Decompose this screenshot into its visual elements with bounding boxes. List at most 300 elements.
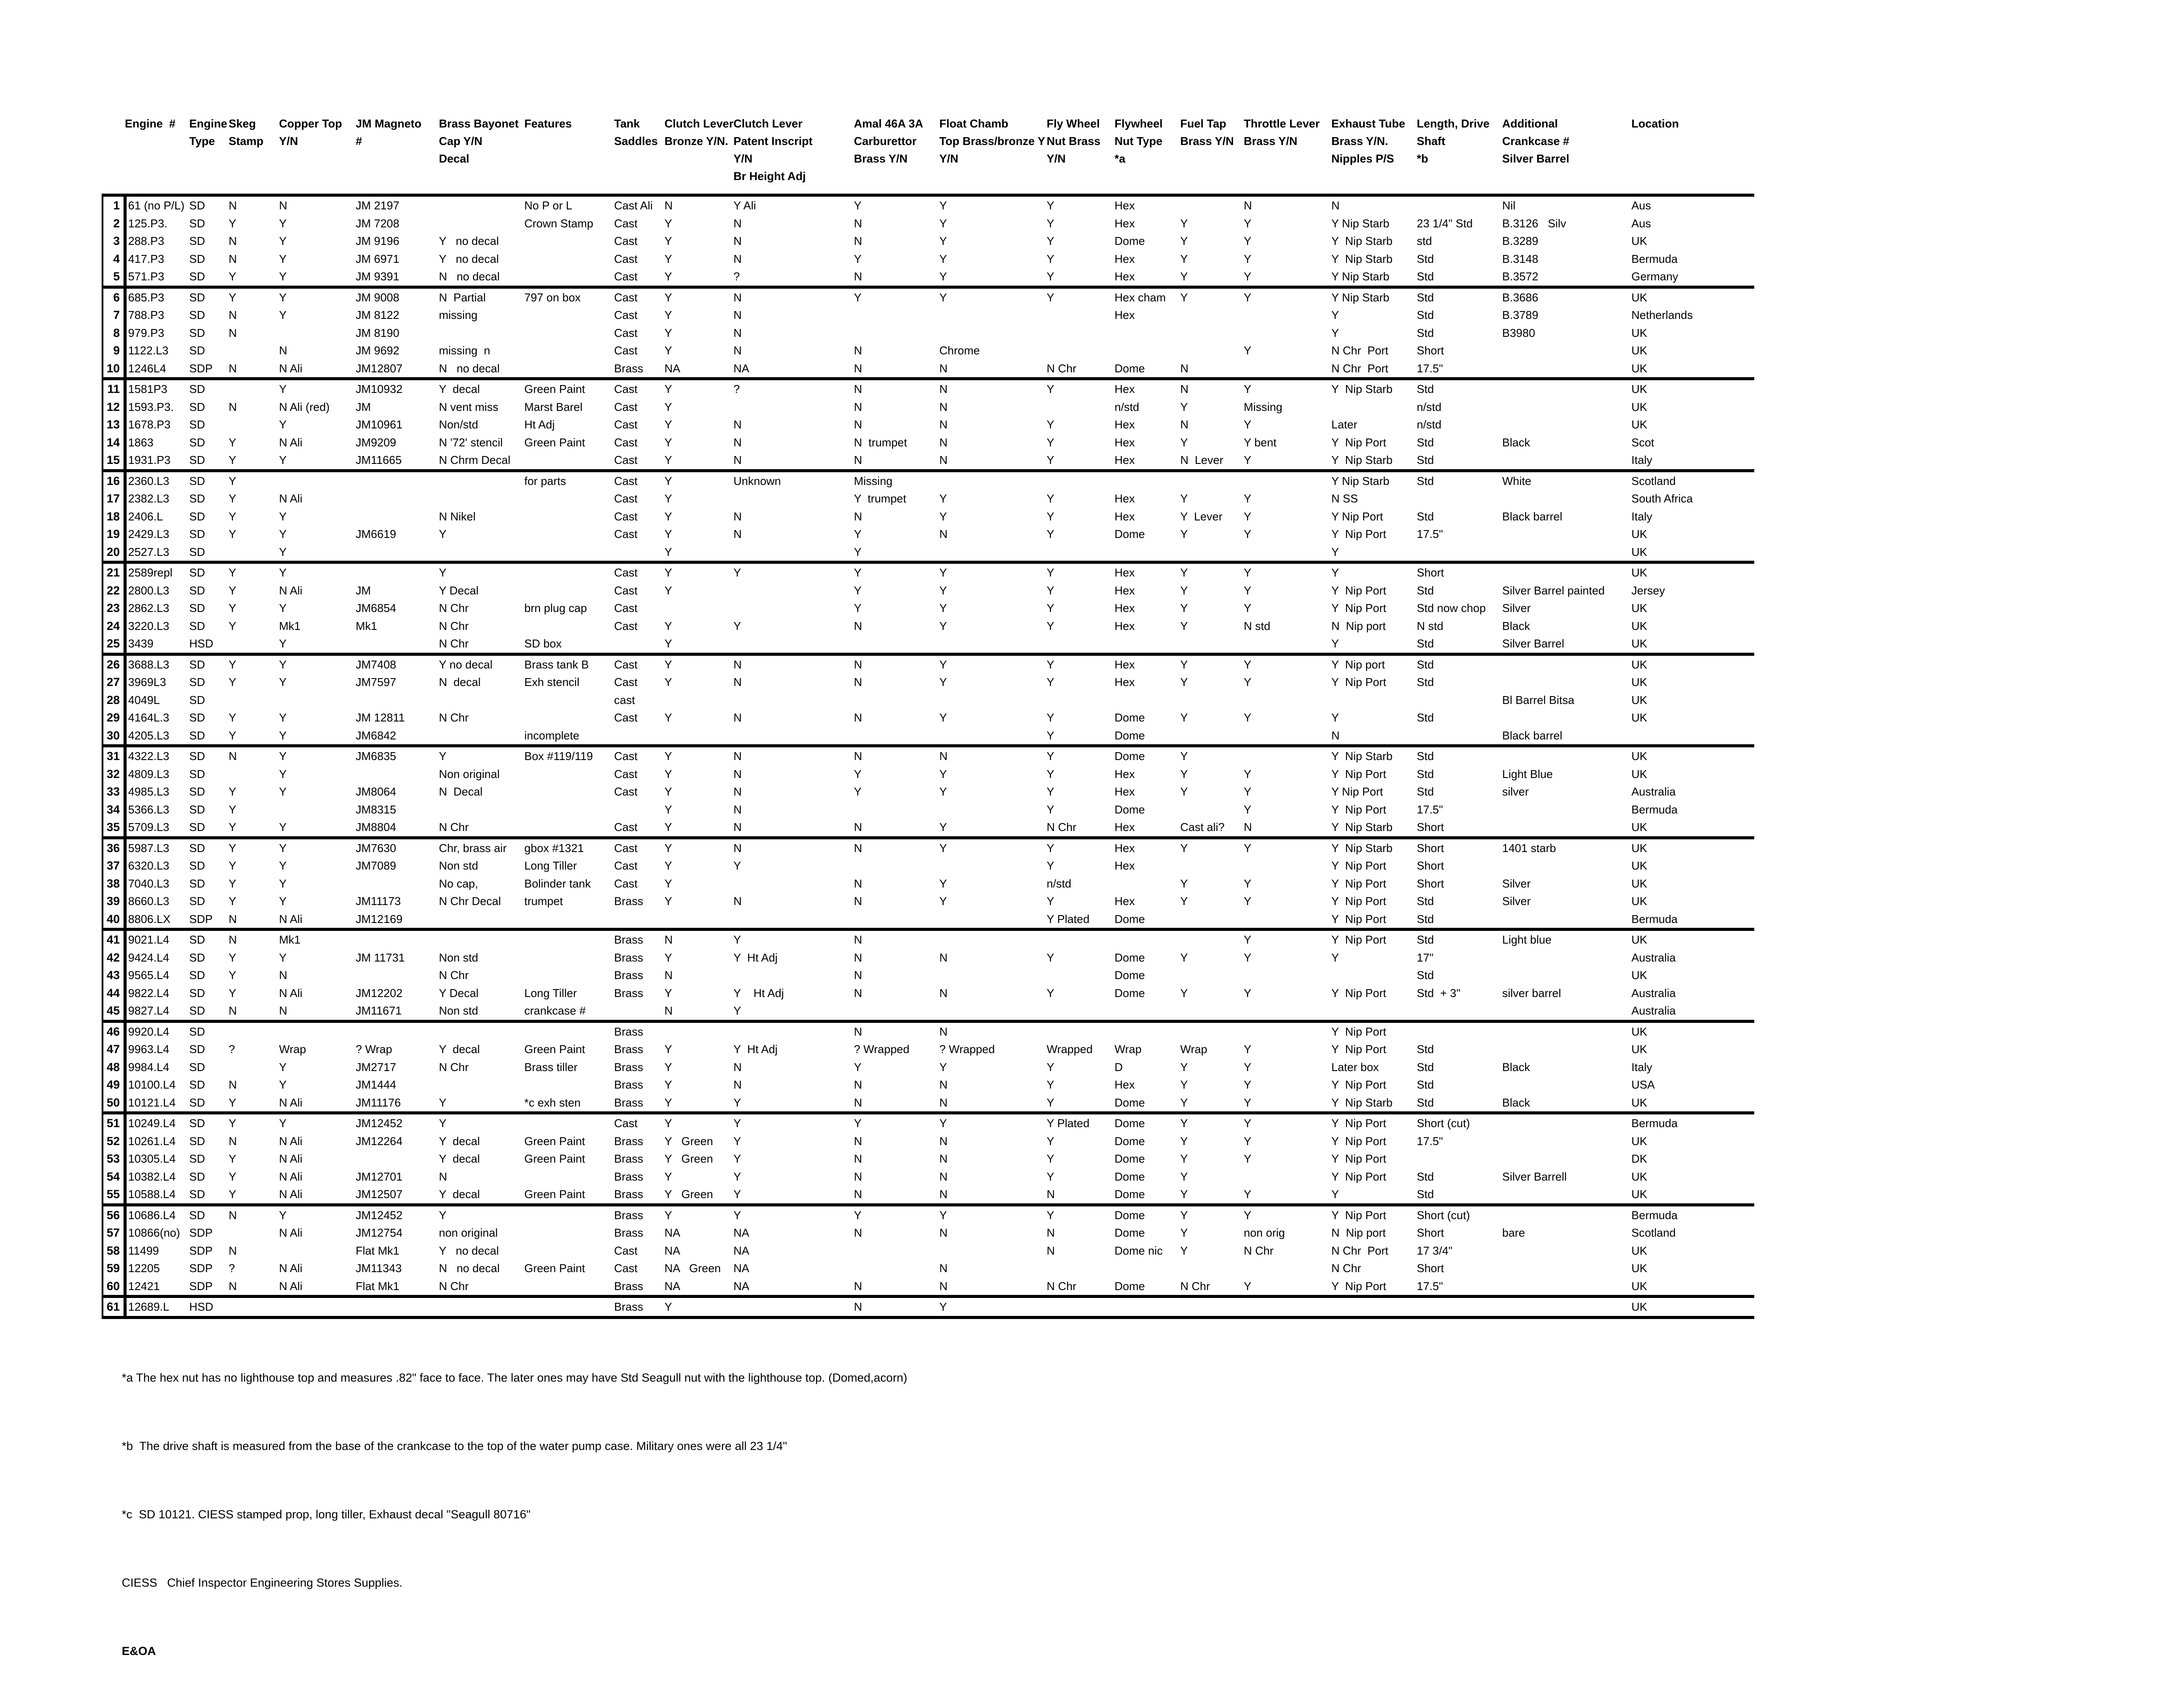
header-line: Float Chamb [939,117,1008,130]
cell-brass-bayonet-cap: Chr, brass air [439,841,507,855]
cell-features: No P or L [524,199,572,212]
cell-copper-top: Y [279,1117,287,1130]
cell-exhaust-tube: Y Nip Port [1331,601,1386,615]
cell-drive-shaft-length: Short [1417,1262,1444,1275]
cell-flywheel-nut-type: Hex [1114,509,1135,523]
cell-features: Brass tank B [524,658,589,671]
cell-amal-carburettor: N [854,344,862,357]
cell-clutch-lever-bronze: NA [664,1277,734,1297]
cell-engine-number: 5987.L3 [125,838,189,857]
cell-features: Green Paint [524,1262,585,1275]
cell-flywheel-nut-type: Dome [1114,527,1145,541]
header-line: Bronze Y/N. [664,134,728,148]
cell-float-chamb-top: Y [939,601,947,615]
cell-jm-magneto: JM7630 [356,841,396,855]
cell-copper-top: Mk1 [279,619,301,633]
cell-drive-shaft-length: Short [1417,1226,1444,1239]
cell-engine-number: 11499 [125,1242,189,1260]
cell-additional-crankcase: B.3126 Silv [1502,216,1566,230]
cell-fuel-tap: Y [1180,986,1188,1000]
cell-throttle-lever: N Chr [1244,1244,1274,1257]
cell-engine-type: SD [189,1152,205,1165]
cell-engine-type: SD [189,435,205,449]
cell-flywheel-nut-type [1115,635,1180,654]
cell-flywheel-nut-type: Hex [1114,619,1135,633]
cell-tank-saddles: Brass [614,933,643,946]
cell-engine-number: 1931.P3 [125,451,189,470]
cell-flywheel-nut-brass: Y [1046,199,1054,212]
cell-engine-type: SDP [189,360,229,379]
col-header-engine-type [189,110,229,195]
cell-additional-crankcase [1502,857,1632,875]
cell-tank-saddles: Brass [614,1134,643,1148]
engine-row-55 [102,1185,1754,1205]
cell-location: UK [1631,711,1647,724]
cell-flywheel-nut-type: Hex [1114,252,1135,265]
cell-throttle-lever: Y [1244,344,1251,357]
cell-location: UK [1632,360,1754,379]
col-header-features [524,110,614,195]
row-number: 29 [102,709,125,727]
cell-drive-shaft-length: n/std [1417,418,1442,431]
cell-copper-top [279,324,356,342]
cell-exhaust-tube: Y [1331,711,1339,724]
cell-drive-shaft-length [1417,195,1502,215]
cell-engine-number: 2382.L3 [125,490,189,508]
cell-clutch-lever-bronze: Y [664,841,672,855]
cell-tank-saddles [614,727,664,746]
engine-row-29 [102,709,1754,727]
cell-flywheel-nut-type: Hex [1114,435,1135,449]
cell-clutch-lever-bronze: Y [664,895,672,908]
cell-copper-top: N Ali [279,1152,303,1165]
cell-float-chamb-top [940,470,1047,490]
engine-row-35 [102,818,1754,838]
cell-drive-shaft-length: Short [1417,566,1444,579]
cell-features [524,306,614,324]
cell-features: Ht Adj [524,418,555,431]
row-number: 16 [102,470,125,490]
cell-location: UK [1631,767,1647,781]
col-header-engine-number [125,110,189,195]
cell-copper-top: N Ali [279,1277,356,1297]
col-header-tank-saddles [614,110,664,195]
cell-location: UK [1631,1025,1647,1038]
cell-exhaust-tube: N Chr Port [1331,344,1389,357]
cell-jm-magneto [356,543,439,562]
cell-jm-magneto: JM 7208 [356,216,399,230]
cell-flywheel-nut-brass: Y Plated [1046,1117,1090,1130]
row-number: 30 [102,727,125,746]
cell-float-chamb-top: N [939,951,948,964]
cell-location: UK [1631,400,1647,414]
cell-engine-number: 8806.LX [125,910,189,930]
cell-features: Box #119/119 [524,750,593,763]
cell-location: UK [1631,1262,1647,1275]
cell-amal-carburettor: N [854,933,862,946]
cell-flywheel-nut-brass: Y [1046,1152,1054,1165]
cell-drive-shaft-length: n/std [1417,400,1442,414]
cell-flywheel-nut-brass: Y [1046,216,1054,230]
cell-flywheel-nut-brass: Y [1047,451,1115,470]
cell-flywheel-nut-brass: Y [1046,675,1054,689]
cell-additional-crankcase [1502,1277,1632,1297]
cell-brass-bayonet-cap: N no decal [439,1262,500,1275]
cell-skeg-stamp: N [229,1277,279,1297]
cell-skeg-stamp: Y [229,492,237,505]
cell-fuel-tap [1180,1021,1244,1040]
cell-flywheel-nut-brass [1047,966,1115,984]
cell-engine-number: 6320.L3 [125,857,189,875]
header-line: Top Brass/bronze Y [939,134,1046,148]
cell-skeg-stamp: Y [229,803,237,816]
cell-throttle-lever: Y [1244,1060,1251,1074]
cell-additional-crankcase: 1401 starb [1502,841,1556,855]
cell-brass-bayonet-cap: N Chr [439,818,524,838]
cell-amal-carburettor [854,635,940,654]
cell-clutch-lever-bronze: Y Green [664,1134,713,1148]
cell-flywheel-nut-brass: Y [1046,234,1054,248]
row-number: 52 [102,1132,125,1150]
cell-location: Aus [1631,216,1651,230]
cell-engine-type: SDP [189,910,229,930]
cell-engine-number: 2589repl [125,562,189,582]
col-header-copper-top [279,110,356,195]
row-number: 41 [102,930,125,949]
cell-jm-magneto [356,470,439,490]
row-number: 4 [102,250,125,268]
cell-brass-bayonet-cap [439,1076,524,1094]
header-line: Brass Y/N. [1331,134,1389,148]
cell-exhaust-tube: Y Nip Starb [1332,451,1417,470]
cell-skeg-stamp: Y [229,841,237,855]
cell-flywheel-nut-brass [1047,342,1115,360]
cell-engine-number: 4205.L3 [125,727,189,746]
cell-fuel-tap: Y [1180,583,1188,597]
cell-jm-magneto: JM 9391 [356,268,439,287]
cell-flywheel-nut-brass: Y [1046,1134,1054,1148]
cell-tank-saddles: Cast [614,1262,638,1275]
row-number: 21 [102,562,125,582]
cell-location: Bermuda [1631,252,1678,265]
cell-engine-number: 9963.L4 [125,1040,189,1058]
engine-row-22 [102,582,1754,600]
cell-tank-saddles: Cast [614,658,638,671]
cell-drive-shaft-length: Std [1417,933,1434,946]
cell-features [524,342,614,360]
cell-amal-carburettor: N [854,451,940,470]
header-line: Amal 46A 3A [854,117,923,130]
cell-skeg-stamp: Y [229,435,237,449]
cell-clutch-lever-patent: N [733,711,742,724]
cell-drive-shaft-length: 17.5" [1417,1277,1502,1297]
cell-drive-shaft-length: 17" [1417,951,1434,964]
cell-fuel-tap: Y Lever [1180,509,1223,523]
cell-exhaust-tube: N Chr Port [1331,1244,1389,1257]
cell-fuel-tap [1180,1259,1244,1277]
cell-tank-saddles: Brass [614,360,664,379]
engine-row-6 [102,287,1754,306]
cell-brass-bayonet-cap: Y no decal [439,1244,499,1257]
cell-jm-magneto: JM12452 [356,1117,403,1130]
cell-flywheel-nut-brass: N Chr [1047,818,1115,838]
cell-brass-bayonet-cap: Y no decal [439,252,499,265]
cell-clutch-lever-bronze: Y [664,543,734,562]
cell-additional-crankcase [1502,1002,1632,1021]
cell-fuel-tap: Y [1180,1152,1188,1165]
cell-brass-bayonet-cap: N vent miss [439,400,498,414]
cell-drive-shaft-length: Std [1417,969,1434,982]
cell-clutch-lever-patent [734,490,854,508]
cell-float-chamb-top: Y [939,619,947,633]
cell-engine-number: 788.P3 [125,306,189,324]
cell-jm-magneto [356,490,439,508]
cell-features [524,910,614,930]
cell-throttle-lever: Y [1244,1152,1251,1165]
cell-additional-crankcase [1502,490,1632,508]
cell-copper-top: Y [279,818,356,838]
row-number: 36 [102,838,125,857]
engine-row-40 [102,910,1754,930]
engine-row-39 [102,892,1754,910]
cell-engine-number: 10100.L4 [125,1076,189,1094]
cell-fuel-tap: N [1180,360,1244,379]
cell-location: DK [1631,1152,1647,1165]
cell-engine-number: 571.P3 [125,268,189,287]
cell-brass-bayonet-cap: Non original [439,767,500,781]
cell-drive-shaft-length: 17.5" [1417,1134,1443,1148]
cell-float-chamb-top: N [939,1025,948,1038]
cell-skeg-stamp: N [229,750,237,763]
row-number: 26 [102,654,125,673]
cell-clutch-lever-bronze: Y [664,711,672,724]
cell-additional-crankcase [1502,818,1632,838]
cell-brass-bayonet-cap: Y decal [439,1043,480,1056]
cell-engine-number: 3688.L3 [125,654,189,673]
cell-engine-type: SD [189,308,205,322]
cell-clutch-lever-bronze: Y [664,767,672,781]
cell-jm-magneto [356,562,439,582]
cell-skeg-stamp: N [229,400,237,414]
cell-features [524,709,614,727]
cell-location: UK [1632,818,1754,838]
cell-brass-bayonet-cap: Y decal [439,1152,480,1165]
cell-tank-saddles: Cast [614,344,638,357]
row-number: 59 [102,1259,125,1277]
cell-clutch-lever-bronze: Y Green [664,1185,734,1205]
header-line: Y/N [279,134,298,148]
cell-drive-shaft-length: Std [1417,382,1434,396]
cell-brass-bayonet-cap [439,324,524,342]
cell-clutch-lever-bronze: N [664,199,673,212]
cell-flywheel-nut-type: Dome [1115,727,1180,746]
cell-features: Bolinder tank [524,877,591,890]
cell-exhaust-tube: Y Nip Port [1331,803,1386,816]
cell-additional-crankcase [1502,1242,1632,1260]
cell-exhaust-tube: Y Nip Port [1331,509,1383,523]
cell-clutch-lever-patent: NA [734,1277,854,1297]
cell-brass-bayonet-cap: N no decal [439,268,524,287]
cell-brass-bayonet-cap: No cap, [439,877,478,890]
row-number: 17 [102,490,125,508]
cell-exhaust-tube: Y Nip Starb [1331,750,1393,763]
cell-copper-top: N [279,969,287,982]
cell-jm-magneto: JM6835 [356,750,396,763]
cell-engine-number: 288.P3 [125,232,189,250]
cell-fuel-tap [1180,966,1244,984]
cell-clutch-lever-patent: ? [733,382,740,396]
cell-jm-magneto: JM12807 [356,360,439,379]
cell-features: trumpet [524,895,563,908]
cell-features [524,617,614,635]
cell-tank-saddles: Brass [614,1078,643,1091]
cell-throttle-lever [1244,691,1332,709]
engine-row-51 [102,1113,1754,1132]
cell-jm-magneto: JM11343 [356,1262,402,1275]
cell-engine-type: SD [189,877,205,890]
cell-amal-carburettor: N [854,1134,862,1148]
cell-additional-crankcase: bare [1502,1226,1525,1239]
cell-fuel-tap: Y [1180,1060,1188,1074]
cell-jm-magneto: Flat Mk1 [356,1244,399,1257]
engine-row-48 [102,1058,1754,1076]
cell-features: Long Tiller [524,859,577,872]
cell-exhaust-tube: N [1332,727,1417,746]
cell-amal-carburettor: Y [854,1060,862,1074]
cell-engine-type: SD [189,1002,229,1021]
header-line: Brass Y/N [854,152,908,165]
cell-additional-crankcase: Silver [1502,601,1531,615]
cell-location: UK [1631,675,1647,689]
cell-flywheel-nut-type: Dome [1115,360,1180,379]
cell-tank-saddles: Brass [614,1277,664,1297]
cell-brass-bayonet-cap: N Chr [439,635,524,654]
cell-brass-bayonet-cap [439,1297,524,1318]
row-number: 54 [102,1168,125,1186]
cell-clutch-lever-bronze: Y [664,1094,734,1113]
cell-additional-crankcase [1502,543,1632,562]
cell-features [524,818,614,838]
cell-tank-saddles: Cast [614,290,638,304]
col-header-exhaust-tube [1332,110,1417,195]
cell-features [524,1297,614,1318]
header-line: Fly Wheel [1046,117,1100,130]
cell-float-chamb-top: N [939,986,948,1000]
cell-location: UK [1631,750,1647,763]
engine-row-26 [102,654,1754,673]
cell-brass-bayonet-cap: N Nikel [439,509,476,523]
cell-drive-shaft-length: Short [1417,877,1444,890]
cell-jm-magneto: JM8804 [356,818,439,838]
cell-fuel-tap [1180,306,1244,324]
cell-features: Exh stencil [524,675,579,689]
cell-tank-saddles: Cast [614,252,638,265]
cell-features: Green Paint [524,435,585,449]
cell-flywheel-nut-type [1115,1259,1180,1277]
cell-throttle-lever: Y [1244,1277,1332,1297]
cell-throttle-lever: Y [1244,566,1251,579]
cell-clutch-lever-patent: N [733,1078,742,1091]
cell-flywheel-nut-type: Dome [1114,234,1145,248]
cell-throttle-lever: Y [1244,509,1251,523]
cell-float-chamb-top: Y [939,566,947,579]
cell-float-chamb-top [940,324,1047,342]
cell-copper-top [279,1297,356,1318]
cell-throttle-lever: Y [1244,711,1251,724]
cell-clutch-lever-patent: N [733,252,742,265]
cell-float-chamb-top: N [939,435,948,449]
cell-throttle-lever [1244,1002,1332,1021]
cell-brass-bayonet-cap: N Chr [439,969,469,982]
cell-jm-magneto: JM 12811 [356,711,405,724]
cell-throttle-lever: Y [1244,492,1251,505]
cell-features [524,1242,614,1260]
col-header-throttle-lever [1244,110,1332,195]
cell-flywheel-nut-brass: Y [1046,895,1054,908]
cell-clutch-lever-patent: N [733,767,742,781]
cell-engine-number: 9565.L4 [125,966,189,984]
engine-row-25 [102,635,1754,654]
cell-additional-crankcase [1502,1040,1632,1058]
cell-engine-type: SD [189,234,205,248]
cell-features: crankcase # [524,1002,614,1021]
cell-fuel-tap: Y [1180,400,1188,414]
cell-flywheel-nut-brass: Y [1046,290,1054,304]
cell-jm-magneto: JM [356,583,371,597]
cell-location: Italy [1632,451,1754,470]
cell-drive-shaft-length: Std [1417,268,1502,287]
cell-features: Long Tiller [524,986,577,1000]
cell-brass-bayonet-cap [439,490,524,508]
footnote-a: *a The hex nut has no lighthouse top and measures .82" face to face. The later ones may have Std Seagull nut with the lighthouse top. (Domed,acorn) [122,1371,908,1384]
cell-additional-crankcase [1502,673,1632,691]
engine-row-42 [102,949,1754,967]
row-number: 8 [102,324,125,342]
cell-exhaust-tube: Y Nip Port [1331,1043,1386,1056]
engine-row-60 [102,1277,1754,1297]
header-line: # [356,134,362,148]
cell-clutch-lever-patent: N [733,785,742,798]
header-row [102,110,1754,195]
cell-flywheel-nut-brass [1047,1002,1115,1021]
cell-exhaust-tube: Y Nip Port [1331,986,1386,1000]
footnote-eoa: E&OA [122,1644,156,1658]
cell-features [524,930,614,949]
cell-clutch-lever-bronze: Y [664,1078,672,1091]
cell-features: Green Paint [524,1043,585,1056]
row-number: 7 [102,306,125,324]
cell-flywheel-nut-type: Dome [1114,1170,1145,1183]
cell-engine-type: SD [189,803,205,816]
cell-copper-top: N Ali [279,435,303,449]
cell-brass-bayonet-cap [439,930,524,949]
cell-float-chamb-top: Y [939,711,947,724]
cell-amal-carburettor: N [854,1226,862,1239]
cell-flywheel-nut-brass: Y [1046,1170,1054,1183]
cell-brass-bayonet-cap: Non std [439,859,478,872]
cell-additional-crankcase [1502,966,1632,984]
cell-flywheel-nut-brass: Y Plated [1047,910,1115,930]
cell-exhaust-tube: Y Nip Starb [1331,382,1393,396]
cell-location: Australia [1631,951,1676,964]
cell-additional-crankcase: Black [1502,619,1530,633]
cell-flywheel-nut-type: Hex [1114,382,1135,396]
cell-brass-bayonet-cap [439,543,524,562]
cell-additional-crankcase: B3980 [1502,326,1535,339]
cell-drive-shaft-length [1417,727,1502,746]
cell-flywheel-nut-brass: Y [1047,1094,1115,1113]
cell-clutch-lever-bronze: Y [664,859,672,872]
